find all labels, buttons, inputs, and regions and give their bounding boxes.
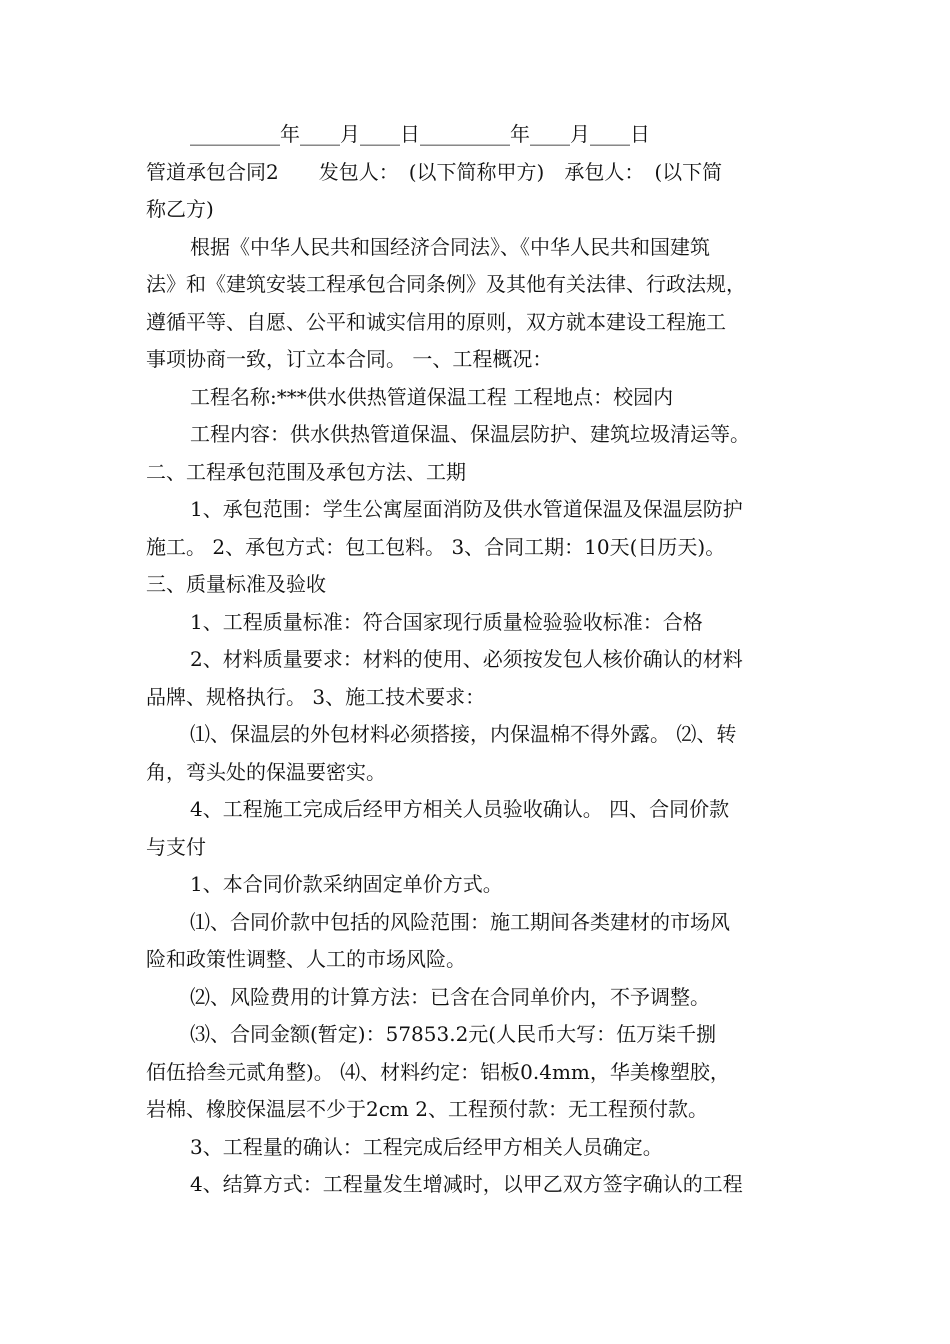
paragraph-line: 险和政策性调整、人工的市场风险。 xyxy=(146,947,466,971)
contract-title-line: 管道承包合同2 发包人： (以下简称甲方) 承包人： (以下简 xyxy=(146,159,723,184)
paragraph-line: ⑴、合同价款中包括的风险范围：施工期间各类建材的市场风 xyxy=(190,909,730,934)
paragraph-line: 与支付 xyxy=(146,834,206,859)
paragraph-line: 2、材料质量要求：材料的使用、必须按发包人核价确认的材料 xyxy=(190,647,743,671)
document-page xyxy=(146,116,816,1204)
paragraph-line: 根据《中华人民共和国经济合同法》、《中华人民共和国建筑 xyxy=(190,234,710,259)
paragraph-line: 1、承包范围：学生公寓屋面消防及供水管道保温及保温层防护 xyxy=(190,497,743,521)
paragraph-line: 3、工程量的确认：工程完成后经甲方相关人员确定。 xyxy=(190,1134,663,1159)
paragraph-line: 遵循平等、自愿、公平和诚实信用的原则，双方就本建设工程施工 xyxy=(146,309,726,334)
paragraph-line: 1、本合同价款采纳固定单价方式。 xyxy=(190,872,503,896)
date-line: _________年____月____日_________年____月____日 xyxy=(190,122,650,146)
section-heading: 二、工程承包范围及承包方法、工期 xyxy=(146,459,466,484)
paragraph-line: ⑵、风险费用的计算方法：已含在合同单价内，不予调整。 xyxy=(190,984,710,1009)
paragraph-line: 称乙方) xyxy=(146,197,214,221)
paragraph-line: 法》和《建筑安装工程承包合同条例》及其他有关法律、行政法规， xyxy=(146,272,746,296)
paragraph-line: 事项协商一致，订立本合同。 一、工程概况： xyxy=(146,347,553,371)
paragraph-line: 角，弯头处的保温要密实。 xyxy=(146,759,386,784)
paragraph-line: 1、工程质量标准：符合国家现行质量检验验收标准：合格 xyxy=(190,609,703,634)
paragraph-line: 4、结算方式：工程量发生增减时，以甲乙双方签字确认的工程 xyxy=(190,1172,743,1196)
section-heading: 三、质量标准及验收 xyxy=(146,572,326,596)
paragraph-line: 工程内容：供水供热管道保温、保温层防护、建筑垃圾清运等。 xyxy=(190,422,750,446)
paragraph-line: 岩棉、橡胶保温层不少于2cm 2、工程预付款：无工程预付款。 xyxy=(146,1097,708,1121)
paragraph-line: ⑴、保温层的外包材料必须搭接，内保温棉不得外露。 ⑵、转 xyxy=(190,722,737,746)
paragraph-line: 品牌、规格执行。 3、施工技术要求： xyxy=(146,684,486,709)
paragraph-line: ⑶、合同金额(暂定)：57853.2元(人民币大写：伍万柒千捌 xyxy=(190,1022,717,1046)
paragraph-line: 工程名称:***供水供热管道保温工程 工程地点：校园内 xyxy=(190,384,674,409)
paragraph-line: 施工。 2、承包方式：包工包料。 3、合同工期：10天(日历天)。 xyxy=(146,534,726,559)
paragraph-line: 佰伍拾叁元贰角整)。 ⑷、材料约定：铝板0.4mm，华美橡塑胶， xyxy=(146,1059,730,1084)
paragraph-line: 4、工程施工完成后经甲方相关人员验收确认。 四、合同价款 xyxy=(190,797,730,821)
